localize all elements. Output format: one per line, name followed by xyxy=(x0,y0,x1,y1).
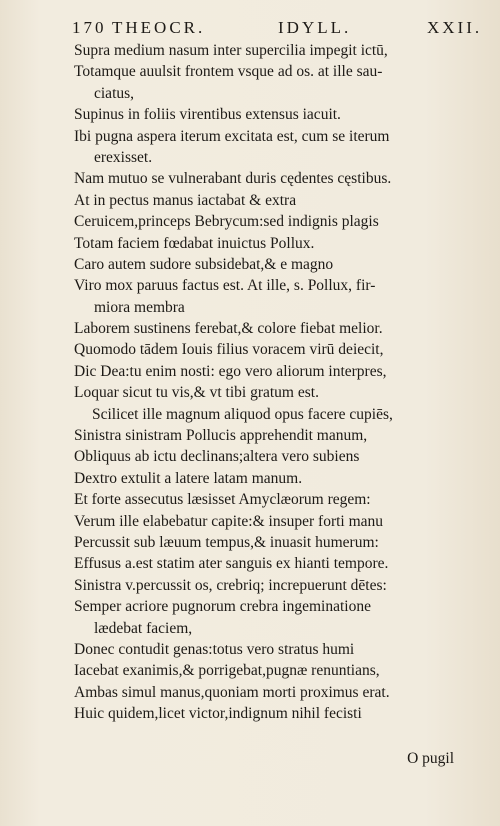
text-line: Percussit sub læuum tempus,& inuasit humerum: xyxy=(74,533,379,551)
body-text xyxy=(74,40,484,725)
text-line: Viro mox paruus factus est. At ille, s. Pollux, fir- xyxy=(74,277,376,295)
running-number: XXII. xyxy=(427,18,483,37)
text-line: Ibi pugna aspera iterum excitata est, cum se iterum xyxy=(74,127,390,145)
text-line: ciatus, xyxy=(94,84,135,102)
text-line: At in pectus manus iactabat & extra xyxy=(74,191,297,209)
text-line: lædebat faciem, xyxy=(94,619,193,637)
text-line: Caro autem sudore subsidebat,& e magno xyxy=(74,255,334,273)
text-line: Totam faciem fœdabat inuictus Pollux. xyxy=(74,234,315,252)
text-line: Loquar sicut tu vis,& vt tibi gratum est. xyxy=(74,384,319,402)
text-line: Dextro extulit a latere latam manum. xyxy=(74,469,303,487)
text-line: miora membra xyxy=(94,298,185,316)
text-line: Semper acriore pugnorum crebra ingeminatione xyxy=(74,598,371,616)
page-number: 170 xyxy=(72,18,107,37)
running-section: IDYLL. xyxy=(278,18,352,37)
running-title: THEOCR. xyxy=(112,18,206,37)
text-line: Quomodo tādem Iouis filius voracem virū deiecit, xyxy=(74,341,384,359)
catchword: O pugil xyxy=(407,750,454,767)
text-line: Scilicet ille magnum aliquod opus facere cupiēs, xyxy=(92,405,393,423)
text-line: Supinus in foliis virentibus extensus iacuit. xyxy=(74,106,341,124)
text-line: Supra medium nasum inter supercilia impegit ictū, xyxy=(74,42,388,59)
text-line: Totamque auulsit frontem vsque ad os. at ille sau- xyxy=(74,63,383,81)
text-line: Et forte assecutus læsisset Amyclæorum regem: xyxy=(74,491,371,509)
text-line: Donec contudit genas:totus vero stratus humi xyxy=(74,640,355,658)
text-line: Effusus a.est statim ater sanguis ex hianti tempore. xyxy=(74,555,389,573)
text-line: Ambas simul manus,quoniam morti proximus erat. xyxy=(74,683,390,701)
text-line: Obliquus ab ictu declinans;altera vero subiens xyxy=(74,448,360,466)
text-line: Huic quidem,licet victor,indignum nihil fecisti xyxy=(74,705,362,723)
text-line: Sinistra sinistram Pollucis apprehendit manum, xyxy=(74,427,368,445)
text-line: erexisset. xyxy=(94,148,153,166)
text-line: Laborem sustinens ferebat,& colore fiebat melior. xyxy=(74,320,383,338)
running-header xyxy=(72,18,482,40)
text-line: Verum ille elabebatur capite:& insuper forti manu xyxy=(74,512,384,530)
text-line: Nam mutuo se vulnerabant duris cędentes cęstibus. xyxy=(74,170,392,188)
text-line: Iacebat exanimis,& porrigebat,pugnæ renuntians, xyxy=(74,662,380,680)
text-line: Ceruicem,princeps Bebrycum:sed indignis plagis xyxy=(74,213,379,231)
text-line: Sinistra v.percussit os, crebriq; increpuerunt dētes: xyxy=(74,576,387,594)
text-line: Dic Dea:tu enim nosti: ego vero aliorum interpres, xyxy=(74,362,387,380)
